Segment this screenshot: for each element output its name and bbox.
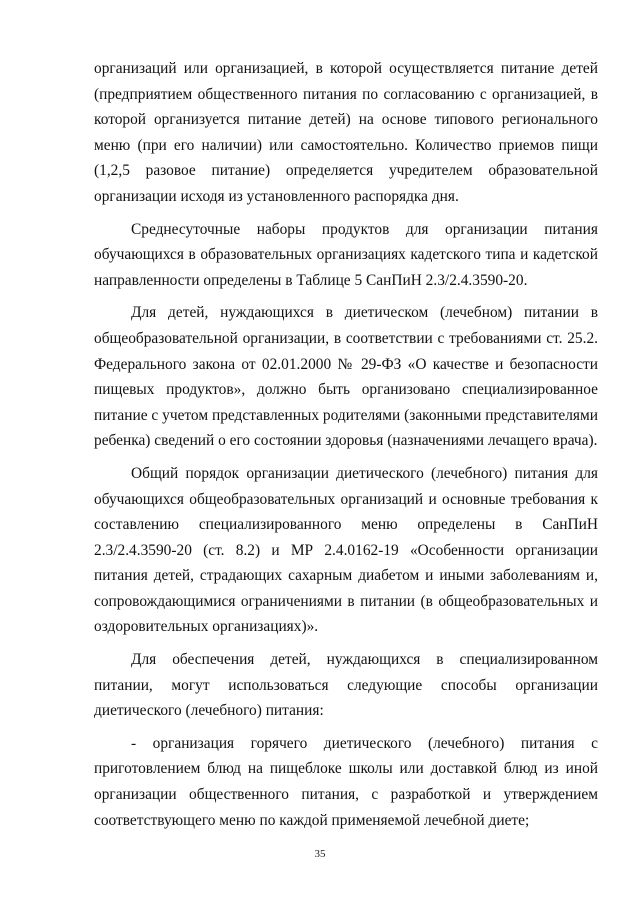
list-item-hot-diet-meals: - организация горячего диетического (лечебного) питания с приготовлением блюд на пищеблоке школы или доставкой блюд из иной организации общественного питания, с разработкой и утверждением соответствующего меню по каждой применяемой лечебной диете; <box>94 734 598 829</box>
paragraph-3: Для детей, нуждающихся в диетическом (лечебном) питании в общеобразовательной организации, в соответствии с требованиями ст. 25.2. Федерального закона от 02.01.2000 № 29-ФЗ «О качестве и безопасности пищевых продуктов», должно быть организовано специализированное питание с учетом представленных родителями (законными представителями ребенка) сведений о его состоянии здоровья (назначениями лечащего врача). <box>94 304 598 450</box>
page-number: 35 <box>314 848 326 860</box>
paragraph-4: Общий порядок организации диетического (лечебного) питания для обучающихся общеобразовательных организаций и основные требования к составлению специализированного меню определены в СанПиН 2.3/2.4.3590-20 (ст. 8.2) и МР 2.4.0162-19 «Особенности организации питания детей, страдающих сахарным диабетом и иными заболеваниям и, сопровождающимися ограничениями в питании (в общеобразовательных и оздоровительных организациях)». <box>94 464 598 636</box>
document-body <box>94 56 598 840</box>
paragraph-5: Для обеспечения детей, нуждающихся в специализированном питании, могут использоваться следующие способы организации диетического (лечебного) питания: <box>94 651 598 720</box>
paragraph-1: организаций или организацией, в которой осуществляется питание детей (предприятием общественного питания по согласованию с организацией, в которой организуется питание детей) на основе типового регионального меню (при его наличии) или самостоятельно. Количество приемов пищи (1,2,5 разовое питание) определяется учредителем образовательной организации исходя из установленного распорядка дня. <box>94 60 598 205</box>
paragraph-2: Среднесуточные наборы продуктов для организации питания обучающихся в образовательных организациях кадетского типа и кадетской направленности определены в Таблице 5 СанПиН 2.3/2.4.3590-20. <box>94 220 598 289</box>
